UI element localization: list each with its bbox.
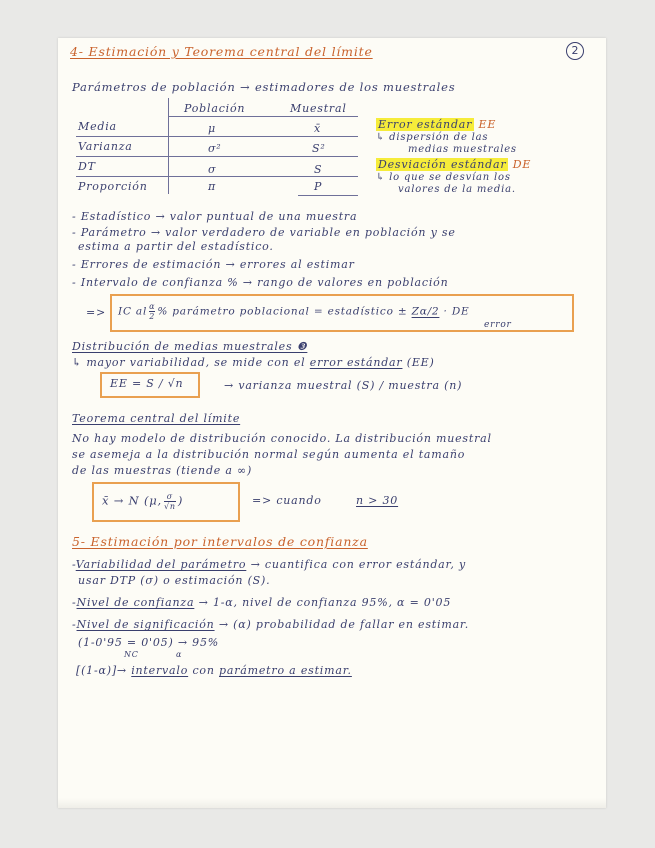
table-row-label: Proporción [78, 180, 148, 193]
variabilidad-line: -Variabilidad del parámetro → cuantifica con error estándar, y [72, 558, 466, 571]
tcl-condition: n > 30 [356, 494, 399, 507]
table-cell: x̄ [314, 122, 322, 135]
section5-title: 5- Estimación por intervalos de confianza [72, 534, 368, 549]
table-cell: σ [208, 163, 217, 176]
ee-note-2: medias muestrales [408, 144, 517, 155]
table-cell: σ² [208, 142, 222, 155]
table-cell: π [208, 180, 217, 193]
de-note-1: ↳ lo que se desvían los [376, 172, 511, 183]
section-title: 4- Estimación y Teorema central del límite [70, 44, 373, 59]
param-heading: Parámetros de población → estimadores de los muestrales [72, 80, 456, 94]
bullet-errores: - Errores de estimación → errores al estimar [72, 258, 355, 271]
ee-description: → varianza muestral (S) / muestra (n) [224, 379, 463, 392]
table-header-sample: Muestral [290, 102, 347, 115]
interval-line: [(1-α)]→ intervalo con parámetro a estimar. [76, 664, 352, 677]
table-row-label: Varianza [78, 140, 133, 153]
de-abbr: DE [512, 158, 532, 171]
table-cell: S² [312, 142, 326, 155]
ic-formula: IC al $\frac{\alpha}{2}$ % parámetro poblacional = estadístico ± Zα/2 · DE [118, 302, 470, 321]
ee-formula: EE = S / √n [110, 377, 184, 390]
tcl-paragraph-3: de las muestras (tiende a ∞) [72, 464, 253, 477]
calc-alpha: α [176, 650, 183, 659]
tcl-paragraph-2: se asemeja a la distribución normal según aumenta el tamaño [72, 448, 466, 461]
de-highlight: Desviación estándar [378, 158, 507, 171]
calc-nc: NC [124, 650, 139, 659]
ee-highlight: Error estándar [378, 118, 473, 131]
table-row-label: Media [78, 120, 117, 133]
bullet-intervalo: - Intervalo de confianza % → rango de valores en población [72, 276, 449, 289]
significacion-line: -Nivel de significación → (α) probabilidad de fallar en estimar. [72, 618, 470, 631]
table-cell: μ [208, 122, 216, 135]
table-cell: P [314, 180, 323, 193]
bullet-parametro: - Parámetro → valor verdadero de variable en población y se [72, 226, 456, 239]
tcl-formula: x̄ → N (μ, $\frac{\sigma}{√n}$ ) [102, 492, 184, 511]
tcl-paragraph-1: No hay modelo de distribución conocido. La distribución muestral [72, 432, 492, 445]
ic-arrow: => [86, 306, 107, 319]
table-row-label: DT [78, 160, 96, 173]
tcl-cuando: => cuando [252, 494, 322, 507]
confianza-line: -Nivel de confianza → 1-α, nivel de confianza 95%, α = 0'05 [72, 596, 452, 609]
distribution-heading: Distribución de medias muestrales ❸ [72, 340, 308, 353]
bullet-estadistico: - Estadístico → valor puntual de una muestra [72, 210, 358, 223]
bullet-parametro-cont: estima a partir del estadístico. [78, 240, 274, 253]
distribution-line: ↳ mayor variabilidad, se mide con el error estándar (EE) [72, 356, 435, 369]
ee-abbr: EE [478, 118, 497, 131]
table-header-population: Población [184, 102, 246, 115]
ee-note-1: ↳ dispersión de las [376, 132, 489, 143]
notebook-page [58, 38, 606, 808]
tcl-heading: Teorema central del límite [72, 412, 241, 425]
table-cell: S [314, 163, 323, 176]
calc-line: (1-0'95 = 0'05) → 95% [78, 636, 220, 649]
variabilidad-cont: usar DTP (σ) o estimación (S). [78, 574, 271, 587]
de-note-2: valores de la media. [398, 184, 516, 195]
ic-error-label: error [484, 320, 512, 330]
page-number: 2 [566, 42, 584, 60]
